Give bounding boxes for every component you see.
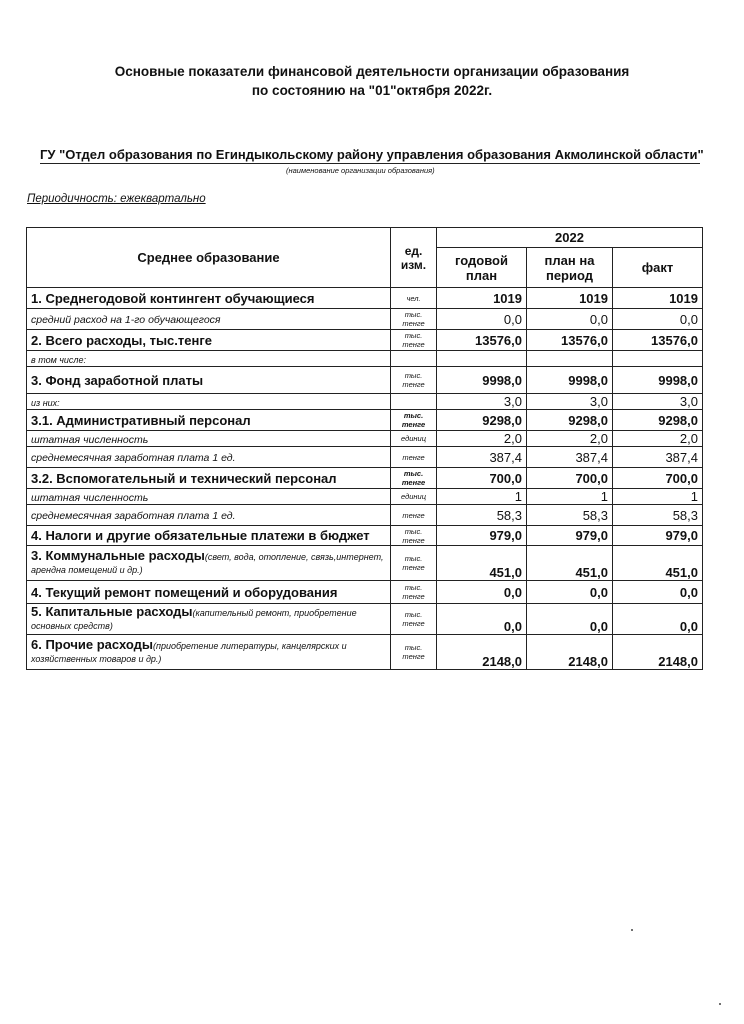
row-unit: тыс. тенге	[391, 330, 437, 351]
table-row	[27, 505, 703, 526]
row-value-period: 2148,0	[527, 635, 613, 670]
row-label: среднемесячная заработная плата 1 ед.	[31, 510, 236, 522]
row-label: 3.2. Вспомогательный и технический персонал	[31, 470, 337, 486]
row-value-period: 2,0	[527, 431, 613, 447]
table-row	[27, 351, 703, 367]
row-value-annual: 9998,0	[437, 367, 527, 394]
row-label-cell	[27, 394, 391, 410]
row-value-fact: 0,0	[613, 309, 703, 330]
row-label-cell	[27, 288, 391, 309]
row-value-annual: 9298,0	[437, 410, 527, 431]
row-value-annual: 979,0	[437, 526, 527, 546]
report-title-line1: Основные показатели финансовой деятельности организации образования	[114, 64, 630, 79]
table-row	[27, 546, 703, 581]
row-value-annual: 1019	[437, 288, 527, 309]
row-value-period: 451,0	[527, 546, 613, 581]
row-value-fact: 0,0	[613, 581, 703, 604]
report-title-line2: по состоянию на "01"октября 2022г.	[251, 83, 493, 98]
row-label-cell	[27, 447, 391, 468]
table-row	[27, 288, 703, 309]
row-unit: тыс. тенге	[391, 604, 437, 635]
row-unit: тыс. тенге	[391, 410, 437, 431]
row-value-fact: 1019	[613, 288, 703, 309]
row-label-cell	[27, 604, 391, 635]
row-label-cell	[27, 367, 391, 394]
row-label: в том числе:	[31, 354, 87, 365]
row-value-annual: 3,0	[437, 394, 527, 410]
row-value-fact: 58,3	[613, 505, 703, 526]
row-value-fact: 979,0	[613, 526, 703, 546]
row-value-period: 387,4	[527, 447, 613, 468]
table-row	[27, 468, 703, 489]
row-value-period: 979,0	[527, 526, 613, 546]
row-unit: тыс. тенге	[391, 546, 437, 581]
row-value-period	[527, 351, 613, 367]
table-row	[27, 604, 703, 635]
row-value-annual: 0,0	[437, 604, 527, 635]
row-label: 1. Среднегодовой контингент обучающиеся	[31, 290, 315, 306]
row-value-fact	[613, 351, 703, 367]
organization-name: ГУ "Отдел образования по Егиндыкольскому району управления образования Акмолинской области"	[40, 147, 704, 162]
row-value-fact: 9298,0	[613, 410, 703, 431]
row-label-cell	[27, 431, 391, 447]
row-unit: тыс. тенге	[391, 635, 437, 670]
row-value-fact: 2148,0	[613, 635, 703, 670]
row-label: 3.1. Административный персонал	[31, 412, 251, 428]
row-label-cell	[27, 468, 391, 489]
row-value-annual: 2,0	[437, 431, 527, 447]
row-value-annual	[437, 351, 527, 367]
periodicity: Периодичность: ежеквартально	[27, 193, 206, 205]
row-value-fact: 9998,0	[613, 367, 703, 394]
row-value-fact: 700,0	[613, 468, 703, 489]
header-year: 2022	[437, 228, 703, 248]
row-value-period: 0,0	[527, 309, 613, 330]
table-row	[27, 431, 703, 447]
row-unit: тыс. тенге	[391, 468, 437, 489]
row-value-fact: 1	[613, 489, 703, 505]
row-label-cell	[27, 526, 391, 546]
row-value-fact: 0,0	[613, 604, 703, 635]
row-value-annual: 0,0	[437, 581, 527, 604]
row-label: средний расход на 1-го обучающегося	[31, 314, 221, 326]
row-value-period: 0,0	[527, 581, 613, 604]
row-label-cell	[27, 351, 391, 367]
financial-indicators-table	[26, 227, 703, 670]
table-row	[27, 330, 703, 351]
row-label-cell	[27, 489, 391, 505]
row-unit: тыс. тенге	[391, 367, 437, 394]
table-body	[27, 288, 703, 670]
table-row	[27, 367, 703, 394]
scan-speck	[719, 1003, 721, 1005]
row-unit: тыс. тенге	[391, 581, 437, 604]
row-value-annual: 451,0	[437, 546, 527, 581]
header-period-plan: план на период	[527, 248, 613, 288]
table-row	[27, 489, 703, 505]
row-value-period: 9298,0	[527, 410, 613, 431]
row-label-cell	[27, 546, 391, 581]
row-value-fact: 13576,0	[613, 330, 703, 351]
row-label: из них:	[31, 397, 60, 408]
row-label: 3. Фонд заработной платы	[31, 372, 204, 388]
row-value-annual: 13576,0	[437, 330, 527, 351]
header-section: Среднее образование	[27, 228, 391, 288]
row-label-cell	[27, 581, 391, 604]
row-label: среднемесячная заработная плата 1 ед.	[31, 452, 236, 464]
row-value-annual: 700,0	[437, 468, 527, 489]
table-row	[27, 394, 703, 410]
row-unit: тенге	[391, 447, 437, 468]
row-unit	[391, 351, 437, 367]
row-label: штатная численность	[31, 491, 149, 504]
row-value-period: 9998,0	[527, 367, 613, 394]
organization-note: (наименование организации образования)	[286, 166, 435, 175]
row-label: 5. Капитальные расходы	[31, 604, 193, 619]
row-label-note: (приобретение литературы, канцелярских и хозяйственных товаров и др.)	[31, 641, 347, 664]
row-label-cell	[27, 410, 391, 431]
table-row	[27, 635, 703, 670]
row-label-cell	[27, 309, 391, 330]
row-value-annual: 0,0	[437, 309, 527, 330]
scan-speck	[631, 929, 633, 931]
row-unit: тыс. тенге	[391, 526, 437, 546]
report-title	[0, 62, 744, 100]
table-row	[27, 309, 703, 330]
row-value-period: 0,0	[527, 604, 613, 635]
row-unit: единиц	[391, 431, 437, 447]
row-label: 3. Коммунальные расходы	[31, 548, 205, 563]
row-label: 6. Прочие расходы	[31, 637, 153, 652]
row-value-fact: 3,0	[613, 394, 703, 410]
row-unit: единиц	[391, 489, 437, 505]
table-row	[27, 526, 703, 546]
row-value-fact: 451,0	[613, 546, 703, 581]
row-label-note: (свет, вода, отопление, связь,интернет, арендна помещений и др.)	[31, 552, 384, 575]
table-row	[27, 410, 703, 431]
row-value-annual: 58,3	[437, 505, 527, 526]
row-value-period: 1	[527, 489, 613, 505]
row-unit: тенге	[391, 505, 437, 526]
row-label: 4. Текущий ремонт помещений и оборудования	[31, 584, 338, 600]
table-row	[27, 581, 703, 604]
row-label-note: (капительный ремонт, приобретение основных средств)	[31, 608, 357, 631]
row-label-cell	[27, 505, 391, 526]
row-label: 4. Налоги и другие обязательные платежи в бюджет	[31, 528, 370, 543]
row-value-fact: 387,4	[613, 447, 703, 468]
row-value-period: 3,0	[527, 394, 613, 410]
row-value-period: 700,0	[527, 468, 613, 489]
row-unit: тыс. тенге	[391, 309, 437, 330]
row-value-annual: 387,4	[437, 447, 527, 468]
row-value-annual: 1	[437, 489, 527, 505]
header-fact: факт	[613, 248, 703, 288]
row-label-cell	[27, 330, 391, 351]
row-unit: чел.	[391, 288, 437, 309]
row-value-period: 1019	[527, 288, 613, 309]
row-unit	[391, 394, 437, 410]
header-annual-plan: годовой план	[437, 248, 527, 288]
row-label: штатная численность	[31, 433, 149, 446]
row-value-period: 58,3	[527, 505, 613, 526]
header-unit: ед. изм.	[391, 228, 437, 288]
row-value-period: 13576,0	[527, 330, 613, 351]
row-label: 2. Всего расходы, тыс.тенге	[31, 332, 212, 348]
table-row	[27, 447, 703, 468]
row-value-fact: 2,0	[613, 431, 703, 447]
row-label-cell	[27, 635, 391, 670]
row-value-annual: 2148,0	[437, 635, 527, 670]
